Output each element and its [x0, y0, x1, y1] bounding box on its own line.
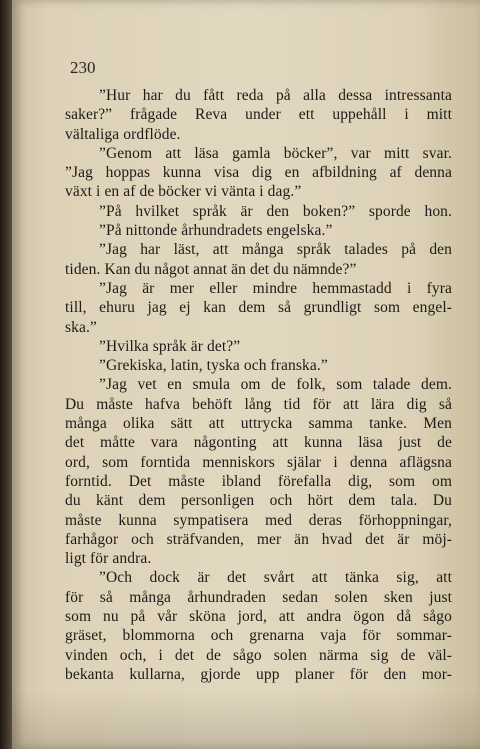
text-line: ska.”: [65, 318, 97, 336]
text-line: ”Och dock är det svårt att tänka sig, att: [99, 569, 452, 587]
text-line: ”Hur har du fått reda på alla dessa intressanta: [99, 87, 452, 104]
text-line: till, ehuru jag ej kan dem så grundligt som engel-: [65, 299, 452, 317]
book-spine-shadow: [0, 0, 12, 749]
text-line: gräset, blommorna och grenarna vaja för sommar-: [65, 627, 452, 645]
text-line: för så många århundraden sedan solen sken just: [65, 588, 452, 606]
text-line: farhågor och sträfvanden, mer än hvad det är möj-: [65, 530, 452, 548]
text-line: många olika sätt att uttrycka samma tanke. Men: [65, 415, 452, 433]
text-line: måste kunna sympatisera med deras förhoppningar,: [65, 511, 452, 529]
text-line: ”Jag är mer eller mindre hemmastadd i fyra: [99, 279, 452, 297]
text-line: bekanta kullarna, gjorde upp planer för den mor-: [65, 665, 452, 683]
text-line: ord, som forntida menniskors själar i denna aflägsna: [65, 453, 452, 471]
text-line: som nu på vår sköna jord, att andra ögon då sågo: [65, 608, 452, 626]
text-line: vinden och, i det de sågo solen närma sig de väl-: [65, 646, 452, 664]
text-line: ”Genom att läsa gamla böcker”, var mitt svar.: [99, 144, 452, 162]
body-text: [65, 86, 452, 684]
text-line: ”Grekiska, latin, tyska och franska.”: [99, 357, 328, 375]
text-line: det måtte vara någonting att kunna läsa just de: [65, 434, 452, 452]
text-line: tiden. Kan du något annat än det du nämnde?”: [65, 260, 357, 278]
text-line: ”På nittonde århundradets engelska.”: [99, 222, 333, 240]
text-line: ”Hvilka språk är det?”: [99, 337, 241, 355]
page-number: 230: [70, 58, 96, 77]
text-line: ”På hvilket språk är den boken?” sporde hon.: [99, 202, 452, 220]
text-line: saker?” frågade Reva under ett uppehåll i mitt: [65, 106, 452, 124]
text-line: växt i en af de böcker vi vänta i dag.”: [65, 183, 302, 201]
text-line: Du måste hafva behöft lång tid för att lära dig så: [65, 395, 452, 413]
text-line: du känt dem personligen och hört dem tala. Du: [65, 492, 452, 510]
text-line: ”Jag har läst, att många språk talades på den: [99, 241, 452, 259]
text-line: ”Jag hoppas kunna visa dig en afbildning af denna: [65, 164, 452, 182]
text-line: forntid. Det måste ibland förefalla dig, som om: [65, 472, 452, 490]
text-line: ”Jag vet en smula om de folk, som talade dem.: [99, 376, 452, 394]
text-line: vältaliga ordflöde.: [65, 125, 181, 143]
book-page: [12, 0, 480, 749]
text-line: ligt för andra.: [65, 550, 152, 568]
